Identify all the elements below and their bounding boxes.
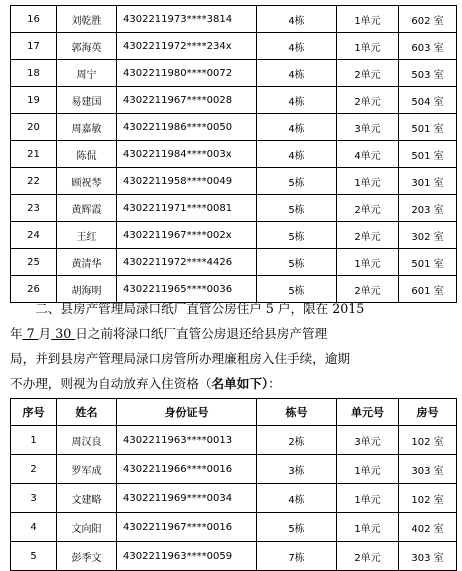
table-row (11, 426, 457, 455)
cell-id-number: 4302211963****0059 (117, 542, 257, 571)
cell-index: 22 (11, 168, 57, 195)
table-row (11, 87, 457, 114)
cell-name: 文建略 (57, 484, 117, 513)
cell-building: 4栋 (257, 114, 337, 141)
cell-room: 203 室 (399, 195, 457, 222)
header-room: 房号 (399, 399, 457, 426)
cell-room: 501 室 (399, 114, 457, 141)
paragraph-line-1: 二、县房产管理局渌口纸厂直管公房住户 5 户，限在 2015 (35, 301, 365, 316)
cell-room: 501 室 (399, 141, 457, 168)
cell-room: 301 室 (399, 168, 457, 195)
cell-unit: 2单元 (337, 60, 399, 87)
table-row (11, 141, 457, 168)
cell-room: 503 室 (399, 60, 457, 87)
cell-index: 26 (11, 276, 57, 303)
cell-index: 20 (11, 114, 57, 141)
cell-name: 郭海英 (57, 33, 117, 60)
cell-building: 4栋 (257, 484, 337, 513)
cell-room: 303 室 (399, 542, 457, 571)
cell-id-number: 4302211984****003x (117, 141, 257, 168)
header-index: 序号 (11, 399, 57, 426)
cell-index: 19 (11, 87, 57, 114)
cell-unit: 1单元 (337, 6, 399, 33)
table-header-row (11, 399, 457, 426)
cell-unit: 1单元 (337, 484, 399, 513)
cell-building: 4栋 (257, 33, 337, 60)
deadline-day: 30 (51, 326, 76, 341)
table-row (11, 6, 457, 33)
cell-unit: 2单元 (337, 542, 399, 571)
cell-index: 1 (11, 426, 57, 455)
tenant-table-top (10, 5, 457, 303)
cell-name: 陈侃 (57, 141, 117, 168)
table-row (11, 33, 457, 60)
cell-index: 16 (11, 6, 57, 33)
cell-id-number: 4302211972****4426 (117, 249, 257, 276)
cell-building: 5栋 (257, 195, 337, 222)
cell-unit: 1单元 (337, 455, 399, 484)
cell-id-number: 4302211973****3814 (117, 6, 257, 33)
cell-index: 3 (11, 484, 57, 513)
cell-unit: 1单元 (337, 249, 399, 276)
table-row (11, 455, 457, 484)
cell-building: 4栋 (257, 6, 337, 33)
cell-name: 王红 (57, 222, 117, 249)
header-name: 姓名 (57, 399, 117, 426)
cell-name: 黄辉霞 (57, 195, 117, 222)
table-row (11, 249, 457, 276)
cell-id-number: 4302211986****0050 (117, 114, 257, 141)
paragraph-line-2: 年 7 月 30 日之前将渌口纸厂直管公房退还给县房产管理 (10, 326, 328, 341)
cell-id-number: 4302211967****002x (117, 222, 257, 249)
cell-name: 黄清华 (57, 249, 117, 276)
table-row (11, 513, 457, 542)
cell-room: 504 室 (399, 87, 457, 114)
cell-index: 25 (11, 249, 57, 276)
header-unit: 单元号 (337, 399, 399, 426)
table-row (11, 542, 457, 571)
header-building: 栋号 (257, 399, 337, 426)
cell-unit: 2单元 (337, 87, 399, 114)
cell-index: 24 (11, 222, 57, 249)
cell-unit: 1单元 (337, 168, 399, 195)
cell-room: 602 室 (399, 6, 457, 33)
cell-name: 顾祝琴 (57, 168, 117, 195)
cell-id-number: 4302211958****0049 (117, 168, 257, 195)
cell-id-number: 4302211966****0016 (117, 455, 257, 484)
table-row (11, 114, 457, 141)
cell-name: 周汉良 (57, 426, 117, 455)
cell-room: 402 室 (399, 513, 457, 542)
cell-building: 7栋 (257, 542, 337, 571)
cell-unit: 3单元 (337, 426, 399, 455)
cell-building: 5栋 (257, 249, 337, 276)
cell-index: 21 (11, 141, 57, 168)
cell-name: 周嘉敏 (57, 114, 117, 141)
cell-building: 5栋 (257, 222, 337, 249)
cell-building: 5栋 (257, 168, 337, 195)
cell-unit: 3单元 (337, 114, 399, 141)
cell-name: 彭季文 (57, 542, 117, 571)
tenant-table-bottom (10, 398, 457, 571)
cell-name: 胡海明 (57, 276, 117, 303)
cell-id-number: 4302211971****0081 (117, 195, 257, 222)
cell-id-number: 4302211972****234x (117, 33, 257, 60)
cell-room: 102 室 (399, 426, 457, 455)
cell-index: 17 (11, 33, 57, 60)
cell-name: 刘乾胜 (57, 6, 117, 33)
cell-name: 罗军成 (57, 455, 117, 484)
cell-name: 易建国 (57, 87, 117, 114)
header-id-number: 身份证号 (117, 399, 257, 426)
table-row (11, 222, 457, 249)
cell-name: 周宁 (57, 60, 117, 87)
cell-id-number: 4302211963****0013 (117, 426, 257, 455)
cell-id-number: 4302211965****0036 (117, 276, 257, 303)
cell-unit: 1单元 (337, 513, 399, 542)
cell-index: 5 (11, 542, 57, 571)
cell-id-number: 4302211969****0034 (117, 484, 257, 513)
cell-building: 5栋 (257, 513, 337, 542)
cell-room: 603 室 (399, 33, 457, 60)
cell-unit: 2单元 (337, 195, 399, 222)
cell-building: 4栋 (257, 87, 337, 114)
table-row (11, 168, 457, 195)
paragraph-line-3: 局，并到县房产管理局渌口房管所办理廉租房入住手续，逾期 (10, 351, 351, 366)
cell-unit: 4单元 (337, 141, 399, 168)
cell-unit: 2单元 (337, 276, 399, 303)
cell-id-number: 4302211967****0028 (117, 87, 257, 114)
cell-index: 2 (11, 455, 57, 484)
cell-index: 23 (11, 195, 57, 222)
cell-unit: 1单元 (337, 33, 399, 60)
table-row (11, 484, 457, 513)
cell-building: 4栋 (257, 141, 337, 168)
table-row (11, 195, 457, 222)
cell-room: 302 室 (399, 222, 457, 249)
cell-room: 501 室 (399, 249, 457, 276)
cell-index: 18 (11, 60, 57, 87)
paragraph-line-4: 不办理，则视为自动放弃入住资格（名单如下）： (10, 376, 281, 391)
cell-building: 4栋 (257, 60, 337, 87)
cell-unit: 2单元 (337, 222, 399, 249)
cell-name: 文向阳 (57, 513, 117, 542)
cell-building: 2栋 (257, 426, 337, 455)
cell-index: 4 (11, 513, 57, 542)
cell-building: 3栋 (257, 455, 337, 484)
cell-id-number: 4302211980****0072 (117, 60, 257, 87)
deadline-month: 7 (22, 326, 39, 341)
cell-room: 303 室 (399, 455, 457, 484)
list-follows-label: 名单如下） (211, 376, 269, 391)
table-row (11, 60, 457, 87)
cell-room: 102 室 (399, 484, 457, 513)
notice-paragraph (10, 296, 456, 396)
cell-room: 601 室 (399, 276, 457, 303)
cell-id-number: 4302211967****0016 (117, 513, 257, 542)
cell-building: 5栋 (257, 276, 337, 303)
